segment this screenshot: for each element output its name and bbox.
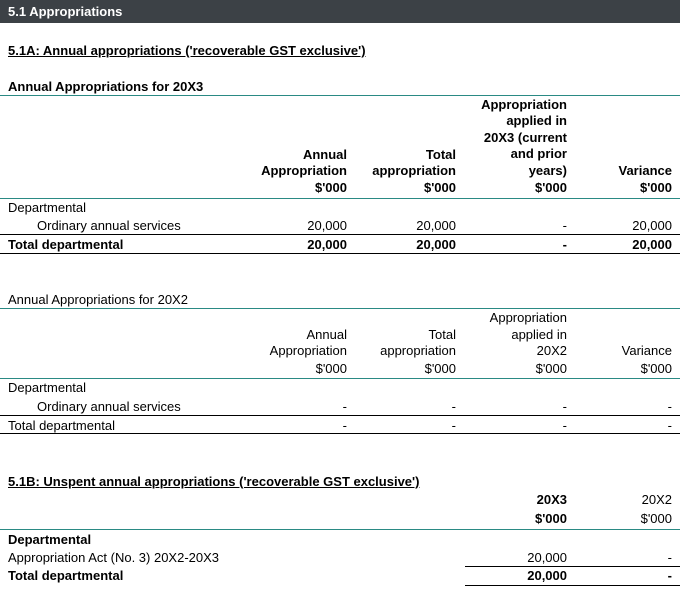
total-label: Total departmental <box>8 418 115 433</box>
header-annual-unit: $'000 <box>315 361 347 376</box>
cell-value: 20,000 <box>632 218 672 233</box>
header-20x3-unit: $'000 <box>534 511 567 526</box>
total-value: - <box>451 418 456 433</box>
row-label: Ordinary annual services <box>37 218 181 233</box>
header-applied-line1: Appropriation <box>489 310 567 325</box>
header-annual-line2: Appropriation <box>261 163 347 178</box>
cell-value: - <box>562 218 567 233</box>
header-applied-line5: years) <box>528 163 567 178</box>
header-total-line2: appropriation <box>372 163 456 178</box>
divider <box>0 378 680 379</box>
cell-value: - <box>451 399 456 414</box>
divider <box>0 415 680 416</box>
total-value: - <box>562 418 567 433</box>
total-value: 20,000 <box>307 237 347 252</box>
header-applied-unit: $'000 <box>534 180 567 195</box>
total-value: - <box>667 418 672 433</box>
header-variance-unit: $'000 <box>640 361 672 376</box>
divider <box>0 234 680 235</box>
table-b-heading: 5.1B: Unspent annual appropriations ('recoverable GST exclusive') <box>8 474 420 489</box>
total-value: - <box>562 237 567 252</box>
header-variance-line1: Variance <box>618 163 672 178</box>
header-20x3: 20X3 <box>536 492 567 507</box>
divider <box>0 95 680 96</box>
total-value: 20,000 <box>527 568 567 583</box>
total-value: - <box>667 568 672 583</box>
total-value: 20,000 <box>416 237 456 252</box>
cell-value: - <box>562 399 567 414</box>
cell-value: 20,000 <box>416 218 456 233</box>
header-total-unit: $'000 <box>424 361 456 376</box>
header-annual-line1: Annual <box>306 327 347 342</box>
header-total-line1: Total <box>425 147 456 162</box>
header-applied-line4: and prior <box>510 146 567 161</box>
section-title: 5.1 Appropriations <box>8 4 123 19</box>
header-total-unit: $'000 <box>423 180 456 195</box>
header-applied-line3: 20X3 (current <box>483 130 567 145</box>
divider <box>0 529 680 530</box>
divider <box>465 585 680 586</box>
total-value: - <box>342 418 347 433</box>
header-annual-line1: Annual <box>302 147 347 162</box>
total-label: Total departmental <box>8 568 124 583</box>
group-label: Departmental <box>8 380 87 395</box>
divider <box>0 308 680 309</box>
group-label: Departmental <box>8 200 87 215</box>
table-a-prior-title: Annual Appropriations for 20X2 <box>8 292 188 307</box>
cell-value: 20,000 <box>527 550 567 565</box>
header-annual-line2: Appropriation <box>269 343 347 358</box>
group-label: Departmental <box>8 532 92 547</box>
cell-value: - <box>667 550 672 565</box>
header-annual-unit: $'000 <box>314 180 347 195</box>
cell-value: - <box>667 399 672 414</box>
total-label: Total departmental <box>8 237 124 252</box>
header-total-line2: appropriation <box>380 343 456 358</box>
header-applied-line2: applied in <box>506 113 567 128</box>
header-variance-unit: $'000 <box>639 180 672 195</box>
header-20x2: 20X2 <box>641 492 672 507</box>
header-total-line1: Total <box>428 327 456 342</box>
header-variance-line1: Variance <box>621 343 672 358</box>
header-applied-line1: Appropriation <box>481 97 567 112</box>
header-applied-line3: 20X2 <box>536 343 567 358</box>
divider <box>465 566 680 567</box>
header-applied-unit: $'000 <box>535 361 567 376</box>
row-label: Ordinary annual services <box>37 399 181 414</box>
cell-value: - <box>342 399 347 414</box>
header-applied-line2: applied in <box>511 327 567 342</box>
header-20x2-unit: $'000 <box>640 511 672 526</box>
cell-value: 20,000 <box>307 218 347 233</box>
total-value: 20,000 <box>632 237 672 252</box>
divider <box>0 253 680 254</box>
row-label: Appropriation Act (No. 3) 20X2-20X3 <box>8 550 220 565</box>
table-a-heading: 5.1A: Annual appropriations ('recoverable GST exclusive') <box>8 43 366 58</box>
table-a-current-title: Annual Appropriations for 20X3 <box>8 79 204 94</box>
divider <box>0 433 680 434</box>
divider <box>0 198 680 199</box>
section-title-bar <box>0 0 680 23</box>
